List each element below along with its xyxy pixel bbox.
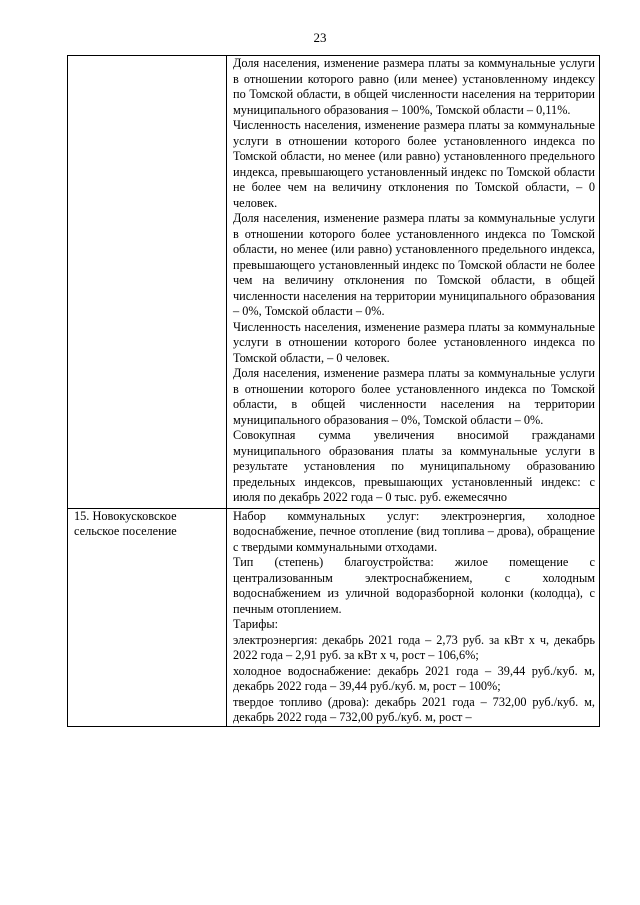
row-label-cell: 15. Новокусковское сельское поселение [68, 508, 227, 726]
paragraph: твердое топливо (дрова): декабрь 2021 года – 732,00 руб./куб. м, декабрь 2022 года – 732,00 руб./куб. м, рост – [233, 694, 595, 724]
table-row [68, 508, 600, 726]
row-label-cell-empty [68, 56, 227, 509]
paragraph: электроэнергия: декабрь 2021 года – 2,73 руб. за кВт х ч, декабрь 2022 года – 2,91 руб. за кВт х ч, рост – 106,6%; [233, 632, 595, 662]
document-table [67, 55, 600, 727]
page-number: 23 [313, 30, 327, 45]
row-content-cell [227, 508, 600, 726]
paragraph: Доля населения, изменение размера платы за коммунальные услуги в отношении которого более установленного индекса по Томской области, в общей численности населения на территории муниципального образования – 0%, Томской области – 0%. [233, 366, 595, 427]
paragraph: Совокупная сумма увеличения вносимой гражданами муниципального образования платы за коммунальные услуги в результате установления по муниципальному образованию предельных индексов, превышающих установленный индекс: с июля по декабрь 2022 года – 0 тыс. руб. ежемесячно [233, 428, 595, 504]
row-content-cell [227, 56, 600, 509]
paragraph: Численность населения, изменение размера платы за коммунальные услуги в отношении которого более установленного индекса по Томской области, но менее (или равно) установленного предельного индекса, превышающего установленный индекс по Томской области не более чем на величину отклонения по Томской области, – 0 человек. [233, 118, 595, 210]
table-row [68, 56, 600, 509]
paragraph: Тарифы: [233, 617, 279, 631]
paragraph: холодное водоснабжение: декабрь 2021 года – 39,44 руб./куб. м, декабрь 2022 года – 39,44 руб./куб. м, рост – 100%; [233, 663, 595, 693]
paragraph: Доля населения, изменение размера платы за коммунальные услуги в отношении которого равно (или менее) установленному индексу по Томской области, в общей численности населения на территории муниципального образования – 100%, Томской области – 0,11%. [233, 56, 595, 117]
paragraph: Тип (степень) благоустройства: жилое помещение с централизованным электроснабжением, с холодным водоснабжением из уличной водоразборной колонки (колодца), с печным отоплением. [233, 555, 595, 616]
paragraph: Численность населения, изменение размера платы за коммунальные услуги в отношении которого более установленного индекса по Томской области, – 0 человек. [233, 319, 595, 365]
paragraph: Набор коммунальных услуг: электроэнергия, холодное водоснабжение, печное отопление (вид топлива – дрова), обращение с твердыми коммунальными отходами. [233, 508, 595, 554]
paragraph: Доля населения, изменение размера платы за коммунальные услуги в отношении которого более установленного индекса по Томской области, но менее (или равно) установленного предельного индекса, превышающего установленный индекс по Томской области не более чем на величину отклонения по Томской области, в общей численности населения на территории муниципального образования – 0%, Томской области – 0%. [233, 211, 595, 318]
